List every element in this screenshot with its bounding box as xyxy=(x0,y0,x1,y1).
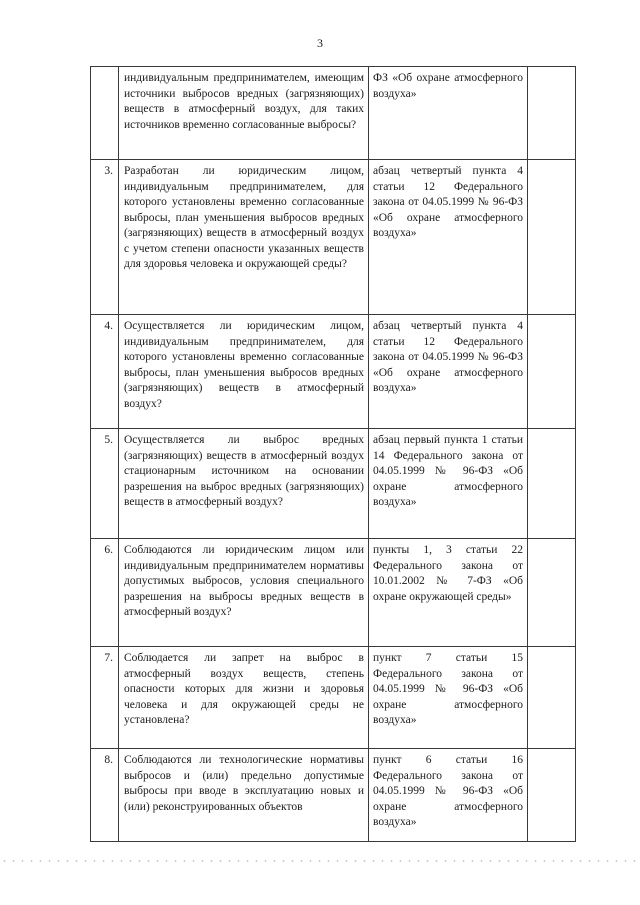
table-row xyxy=(91,749,576,842)
row-number: 3. xyxy=(91,160,119,315)
table-row xyxy=(91,647,576,749)
table-row xyxy=(91,160,576,315)
row-number xyxy=(91,67,119,160)
row-number: 5. xyxy=(91,429,119,539)
answer-cell xyxy=(528,315,576,429)
table-row xyxy=(91,539,576,647)
checklist-table xyxy=(90,66,576,842)
row-number: 4. xyxy=(91,315,119,429)
answer-cell xyxy=(528,429,576,539)
row-number: 7. xyxy=(91,647,119,749)
question-text: Разработан ли юридическим лицом, индивидуальным предпринимателем, для которого установлены временно согласованные выбросы, план уменьшения выбросов вредных (загрязняющих) веществ в атмосферный воздух с учетом степени опасности указанных веществ для здоровья человека и окружающей среды? xyxy=(119,160,369,315)
legal-reference: ФЗ «Об охране атмосферного воздуха» xyxy=(369,67,528,160)
table-row xyxy=(91,315,576,429)
answer-cell xyxy=(528,539,576,647)
table-row xyxy=(91,429,576,539)
page-number: 3 xyxy=(317,36,323,50)
question-text: индивидуальным предпринимателем, имеющим источники выбросов вредных (загрязняющих) веществ в атмосферный воздух, для таких источников временно согласованные выбросы? xyxy=(119,67,369,160)
answer-cell xyxy=(528,647,576,749)
question-text: Соблюдаются ли технологические нормативы выбросов и (или) предельно допустимые выбросы при вводе в эксплуатацию новых и (или) реконструированных объектов xyxy=(119,749,369,842)
question-text: Осуществляется ли выброс вредных (загрязняющих) веществ в атмосферный воздух стационарным источником на основании разрешения на выброс вредных (загрязняющих) веществ в атмосферный воздух? xyxy=(119,429,369,539)
table-row xyxy=(91,67,576,160)
answer-cell xyxy=(528,749,576,842)
row-number: 8. xyxy=(91,749,119,842)
question-text: Соблюдается ли запрет на выброс в атмосферный воздух веществ, степень опасности которых для жизни и здоровья человека и для окружающей среды не установлена? xyxy=(119,647,369,749)
legal-reference: пункты 1, 3 статьи 22 Федерального закона от 10.01.2002 № 7-ФЗ «Об охране окружающей среды» xyxy=(369,539,528,647)
legal-reference: абзац первый пункта 1 статьи 14 Федерального закона от 04.05.1999 № 96-ФЗ «Об охране атмосферного воздуха» xyxy=(369,429,528,539)
row-number: 6. xyxy=(91,539,119,647)
question-text: Осуществляется ли юридическим лицом, индивидуальным предпринимателем, для которого установлены временно согласованные выбросы, план уменьшения выбросов вредных (загрязняющих) веществ в атмосферный воздух? xyxy=(119,315,369,429)
scan-noise-line xyxy=(0,858,640,864)
legal-reference: пункт 6 статьи 16 Федерального закона от 04.05.1999 № 96-ФЗ «Об охране атмосферного воздуха» xyxy=(369,749,528,842)
answer-cell xyxy=(528,160,576,315)
legal-reference: абзац четвертый пункта 4 статьи 12 Федерального закона от 04.05.1999 № 96-ФЗ «Об охране атмосферного воздуха» xyxy=(369,160,528,315)
question-text: Соблюдаются ли юридическим лицом или индивидуальным предпринимателем нормативы допустимых выбросов, условия специального разрешения на выбросы вредных веществ в атмосферный воздух? xyxy=(119,539,369,647)
legal-reference: абзац четвертый пункта 4 статьи 12 Федерального закона от 04.05.1999 № 96-ФЗ «Об охране атмосферного воздуха» xyxy=(369,315,528,429)
answer-cell xyxy=(528,67,576,160)
legal-reference: пункт 7 статьи 15 Федерального закона от 04.05.1999 № 96-ФЗ «Об охране атмосферного воздуха» xyxy=(369,647,528,749)
